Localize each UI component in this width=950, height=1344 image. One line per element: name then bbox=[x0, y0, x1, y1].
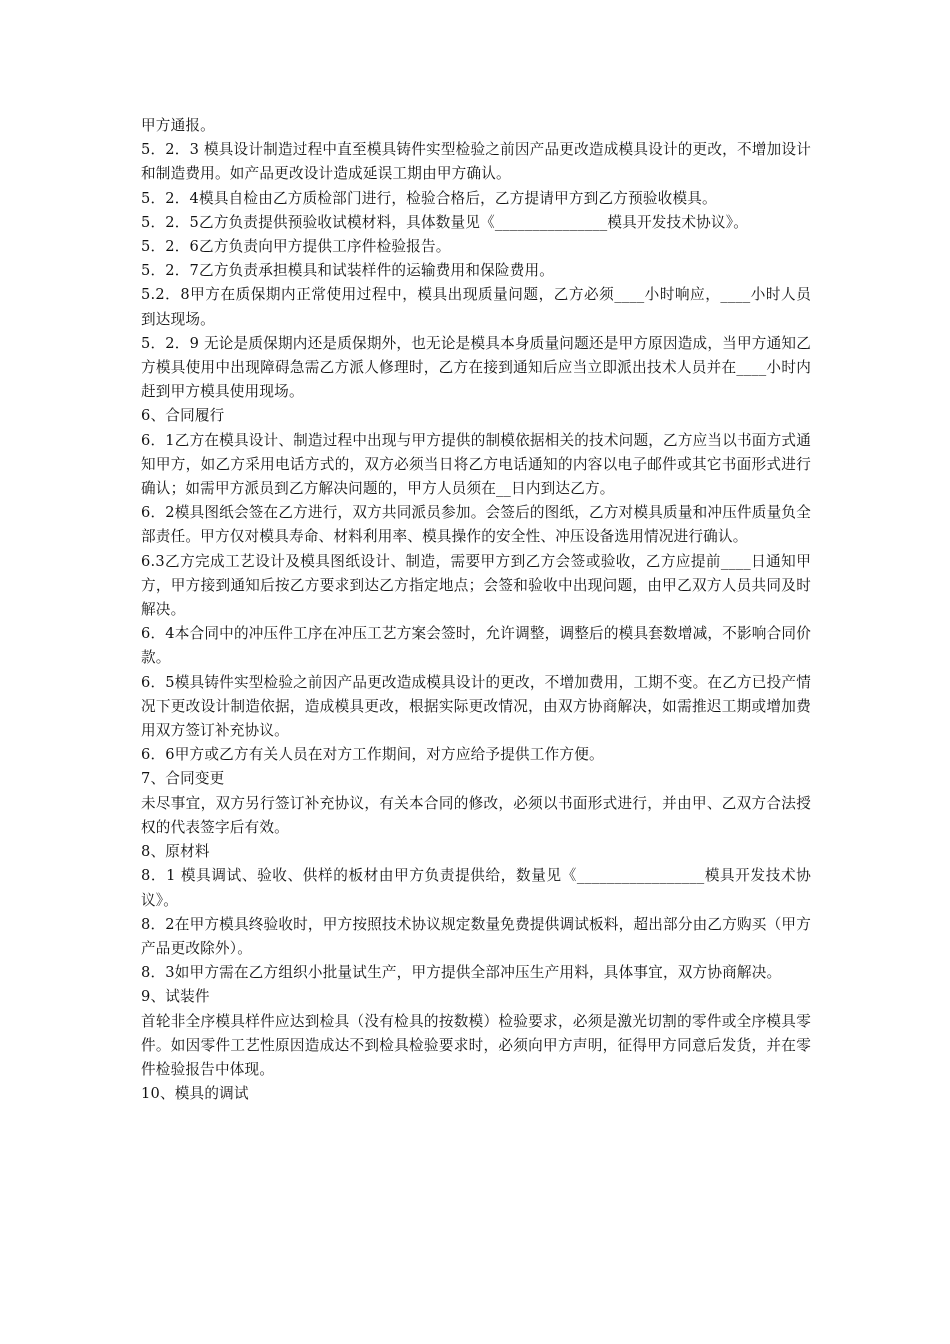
clause-5-2-8: 5.2．8甲方在质保期内正常使用过程中，模具出现质量问题，乙方必须____小时响应，____小时人员到达现场。 bbox=[141, 286, 811, 328]
clause-5-2-5: 5．2．5乙方负责提供预验收试模材料，具体数量见《_______________模具开发技术协议》。 bbox=[141, 213, 749, 231]
section-heading-7: 7、合同变更 bbox=[141, 770, 225, 788]
section-heading-10: 10、模具的调试 bbox=[141, 1085, 249, 1103]
clause-6-5: 6．5模具铸件实型检验之前因产品更改造成模具设计的更改，不增加费用，工期不变。在乙方已投产情况下更改设计制造依据，造成模具更改，根据实际更改情况，由双方协商解决，如需推迟工期或增加费用双方签订补充协议。 bbox=[141, 673, 811, 740]
clause-9-body: 首轮非全序模具样件应达到检具（没有检具的按数模）检验要求，必须是激光切割的零件或全序模具零件。如因零件工艺性原因造成达不到检具检验要求时，必须向甲方声明，征得甲方同意后发货，并在零件检验报告中体现。 bbox=[141, 1012, 811, 1078]
section-heading-6: 6、合同履行 bbox=[141, 407, 225, 425]
section-heading-8: 8、原材料 bbox=[141, 843, 210, 861]
clause-8-1: 8．1 模具调试、验收、供样的板材由甲方负责提供给，数量见《_________________模具开发技术协议》。 bbox=[141, 867, 811, 909]
clause-5-2-9: 5．2．9 无论是质保期内还是质保期外，也无论是模具本身质量问题还是甲方原因造成，当甲方通知乙方模具使用中出现障碍急需乙方派人修理时，乙方在接到通知后应当立即派出技术人员并在____小时内赶到甲方模具使用现场。 bbox=[141, 334, 811, 401]
clause-6-6: 6．6甲方或乙方有关人员在对方工作期间，对方应给予提供工作方便。 bbox=[141, 746, 604, 764]
clause-7-body: 未尽事宜，双方另行签订补充协议，有关本合同的修改，必须以书面形式进行，并由甲、乙双方合法授权的代表签字后有效。 bbox=[141, 794, 811, 836]
clause-5-2-4: 5．2．4模具自检由乙方质检部门进行，检验合格后，乙方提请甲方到乙方预验收模具。 bbox=[141, 189, 717, 207]
clause-8-2: 8．2在甲方模具终验收时，甲方按照技术协议规定数量免费提供调试板料，超出部分由乙方购买（甲方产品更改除外）。 bbox=[141, 915, 811, 957]
clause-6-4: 6．4本合同中的冲压件工序在冲压工艺方案会签时，允许调整，调整后的模具套数增减，不影响合同价款。 bbox=[141, 625, 811, 667]
section-heading-9: 9、试装件 bbox=[141, 988, 210, 1006]
document-page bbox=[141, 114, 811, 1106]
clause-5-2-3: 5．2．3 模具设计制造过程中直至模具铸件实型检验之前因产品更改造成模具设计的更改，不增加设计和制造费用。如产品更改设计造成延误工期由甲方确认。 bbox=[141, 141, 811, 183]
clause-8-3: 8．3如甲方需在乙方组织小批量试生产，甲方提供全部冲压生产用料，具体事宜，双方协商解决。 bbox=[141, 964, 782, 982]
clause-6-3: 6.3乙方完成工艺设计及模具图纸设计、制造，需要甲方到乙方会签或验收，乙方应提前____日通知甲方，甲方接到通知后按乙方要求到达乙方指定地点；会签和验收中出现问题，由甲乙双方人员共同及时解决。 bbox=[141, 552, 811, 619]
clause-5-2-6: 5．2．6乙方负责向甲方提供工序件检验报告。 bbox=[141, 238, 451, 256]
clause-6-2: 6．2模具图纸会签在乙方进行，双方共同派员参加。会签后的图纸，乙方对模具质量和冲压件质量负全部责任。甲方仅对模具寿命、材料利用率、模具操作的安全性、冲压设备选用情况进行确认。 bbox=[141, 504, 811, 546]
paragraph-continuation: 甲方通报。 bbox=[141, 117, 215, 134]
clause-5-2-7: 5．2．7乙方负责承担模具和试装样件的运输费用和保险费用。 bbox=[141, 262, 555, 280]
clause-6-1: 6．1乙方在模具设计、制造过程中出现与甲方提供的制模依据相关的技术问题，乙方应当以书面方式通知甲方，如乙方采用电话方式的，双方必须当日将乙方电话通知的内容以电子邮件或其它书面形式进行确认；如需甲方派员到乙方解决问题的，甲方人员须在__日内到达乙方。 bbox=[141, 431, 811, 498]
